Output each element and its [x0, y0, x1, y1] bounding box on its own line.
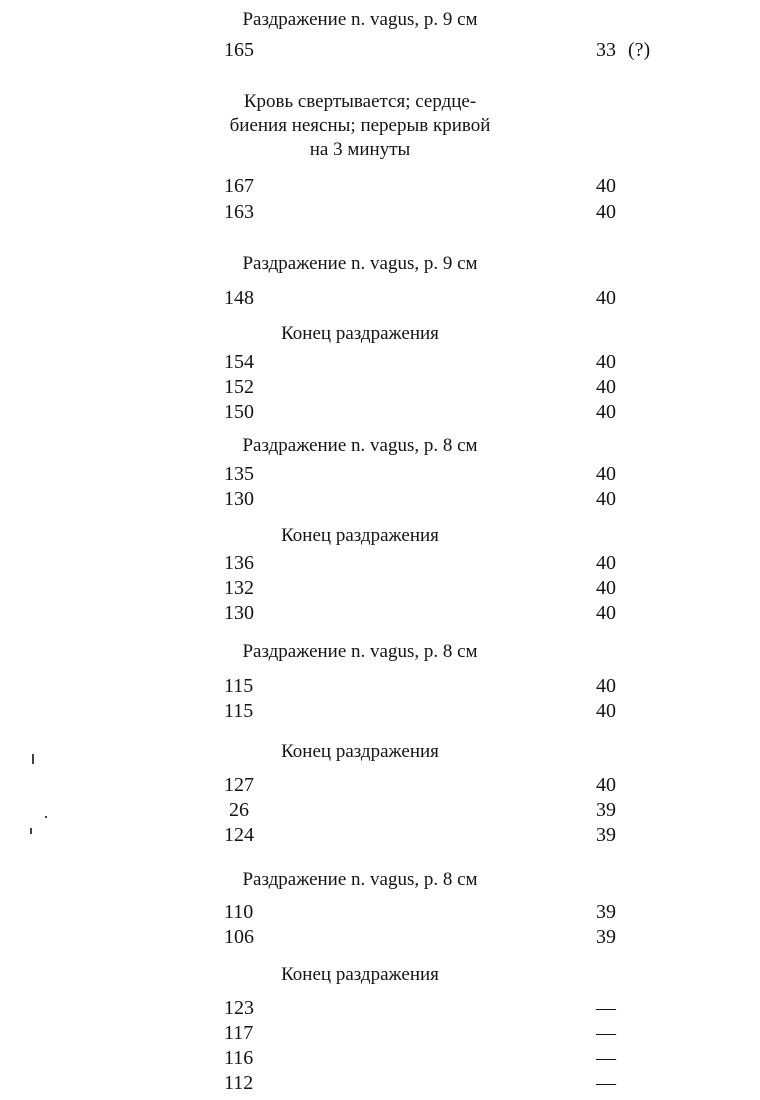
row-left-value: 112: [224, 1072, 254, 1094]
row-right-value: —: [596, 1072, 616, 1094]
row-left-value: 110: [224, 901, 254, 923]
row-right-value: 40: [596, 463, 616, 485]
table-row: [224, 487, 616, 512]
row-left-value: 135: [224, 463, 254, 485]
table-row: [224, 674, 616, 699]
table-row: [224, 900, 616, 925]
row-left-value: 154: [224, 351, 254, 373]
table-row: [224, 200, 616, 225]
row-right-value: 40: [596, 175, 616, 197]
row-right-value: 39: [596, 824, 616, 846]
row-left-value: 117: [224, 1022, 254, 1044]
margin-mark: [30, 828, 32, 834]
row-right-value: —: [596, 1022, 616, 1044]
table-row: [224, 1071, 616, 1096]
row-left-value: 130: [224, 602, 254, 624]
row-right-value: 40: [596, 401, 616, 423]
row-right-value: 40: [596, 376, 616, 398]
row-right-value: 40: [596, 577, 616, 599]
row-left-value: 150: [224, 401, 254, 423]
row-left-value: 163: [224, 201, 254, 223]
section-heading: Конец раздражения: [281, 323, 439, 344]
row-left-value: 152: [224, 376, 254, 398]
section-heading: Раздражение n. vagus, p. 8 см: [242, 435, 478, 456]
row-left-value: 123: [224, 997, 254, 1019]
table-row: [224, 773, 616, 798]
row-right-value: —: [596, 997, 616, 1019]
table-row: [224, 286, 616, 311]
section-heading: Конец раздражения: [281, 525, 439, 546]
row-right-value: —: [596, 1047, 616, 1069]
table-row: [224, 823, 616, 848]
row-left-value: 130: [224, 488, 254, 510]
row-left-value: 148: [224, 287, 254, 309]
row-note: (?): [628, 39, 651, 61]
row-right-value: 40: [596, 201, 616, 223]
table-row: [224, 1021, 616, 1046]
row-left-value: 26: [224, 799, 249, 821]
margin-mark: [32, 754, 34, 764]
table-row: [224, 925, 616, 950]
row-right-value: 40: [596, 700, 616, 722]
row-left-value: 124: [224, 824, 254, 846]
row-right-value: 39: [596, 901, 616, 923]
row-left-value: 127: [224, 774, 254, 796]
table-row: [224, 576, 616, 601]
row-left-value: 115: [224, 675, 254, 697]
row-right-value: 33: [596, 39, 616, 61]
table-row: [224, 601, 616, 626]
row-left-value: 116: [224, 1047, 254, 1069]
table-row: [224, 996, 616, 1021]
row-right-value: 40: [596, 774, 616, 796]
section-heading: Раздражение n. vagus, p. 8 см: [242, 641, 478, 662]
table-row: [224, 699, 616, 724]
table-row: [224, 174, 616, 199]
table-row: [224, 375, 616, 400]
table-row: [224, 38, 651, 63]
row-left-value: 115: [224, 700, 254, 722]
row-right-value: 39: [596, 926, 616, 948]
row-right-value: 40: [596, 675, 616, 697]
table-row: [224, 350, 616, 375]
table-row: [224, 551, 616, 576]
row-left-value: 167: [224, 175, 254, 197]
table-row: [224, 400, 616, 425]
section-heading: Раздражение n. vagus, p. 8 см: [242, 869, 478, 890]
row-right-value: 40: [596, 351, 616, 373]
row-right-value: 40: [596, 488, 616, 510]
section-heading: Раздражение n. vagus, p. 9 см: [242, 253, 478, 274]
table-row: [224, 462, 616, 487]
table-row: [224, 798, 616, 823]
row-left-value: 136: [224, 552, 254, 574]
section-heading: Кровь свертывается; сердце- биения неясны; перерыв кривой на 3 минуты: [229, 91, 491, 160]
row-left-value: 132: [224, 577, 254, 599]
section-heading: Раздражение n. vagus, p. 9 см: [242, 9, 478, 30]
row-right-value: 40: [596, 287, 616, 309]
section-heading: Конец раздражения: [281, 741, 439, 762]
row-left-value: 165: [224, 39, 254, 61]
row-right-value: 40: [596, 552, 616, 574]
section-heading: Конец раздражения: [281, 964, 439, 985]
row-left-value: 106: [224, 926, 254, 948]
row-right-value: 40: [596, 602, 616, 624]
row-right-value: 39: [596, 799, 616, 821]
table-row: [224, 1046, 616, 1071]
margin-mark: [45, 816, 47, 818]
